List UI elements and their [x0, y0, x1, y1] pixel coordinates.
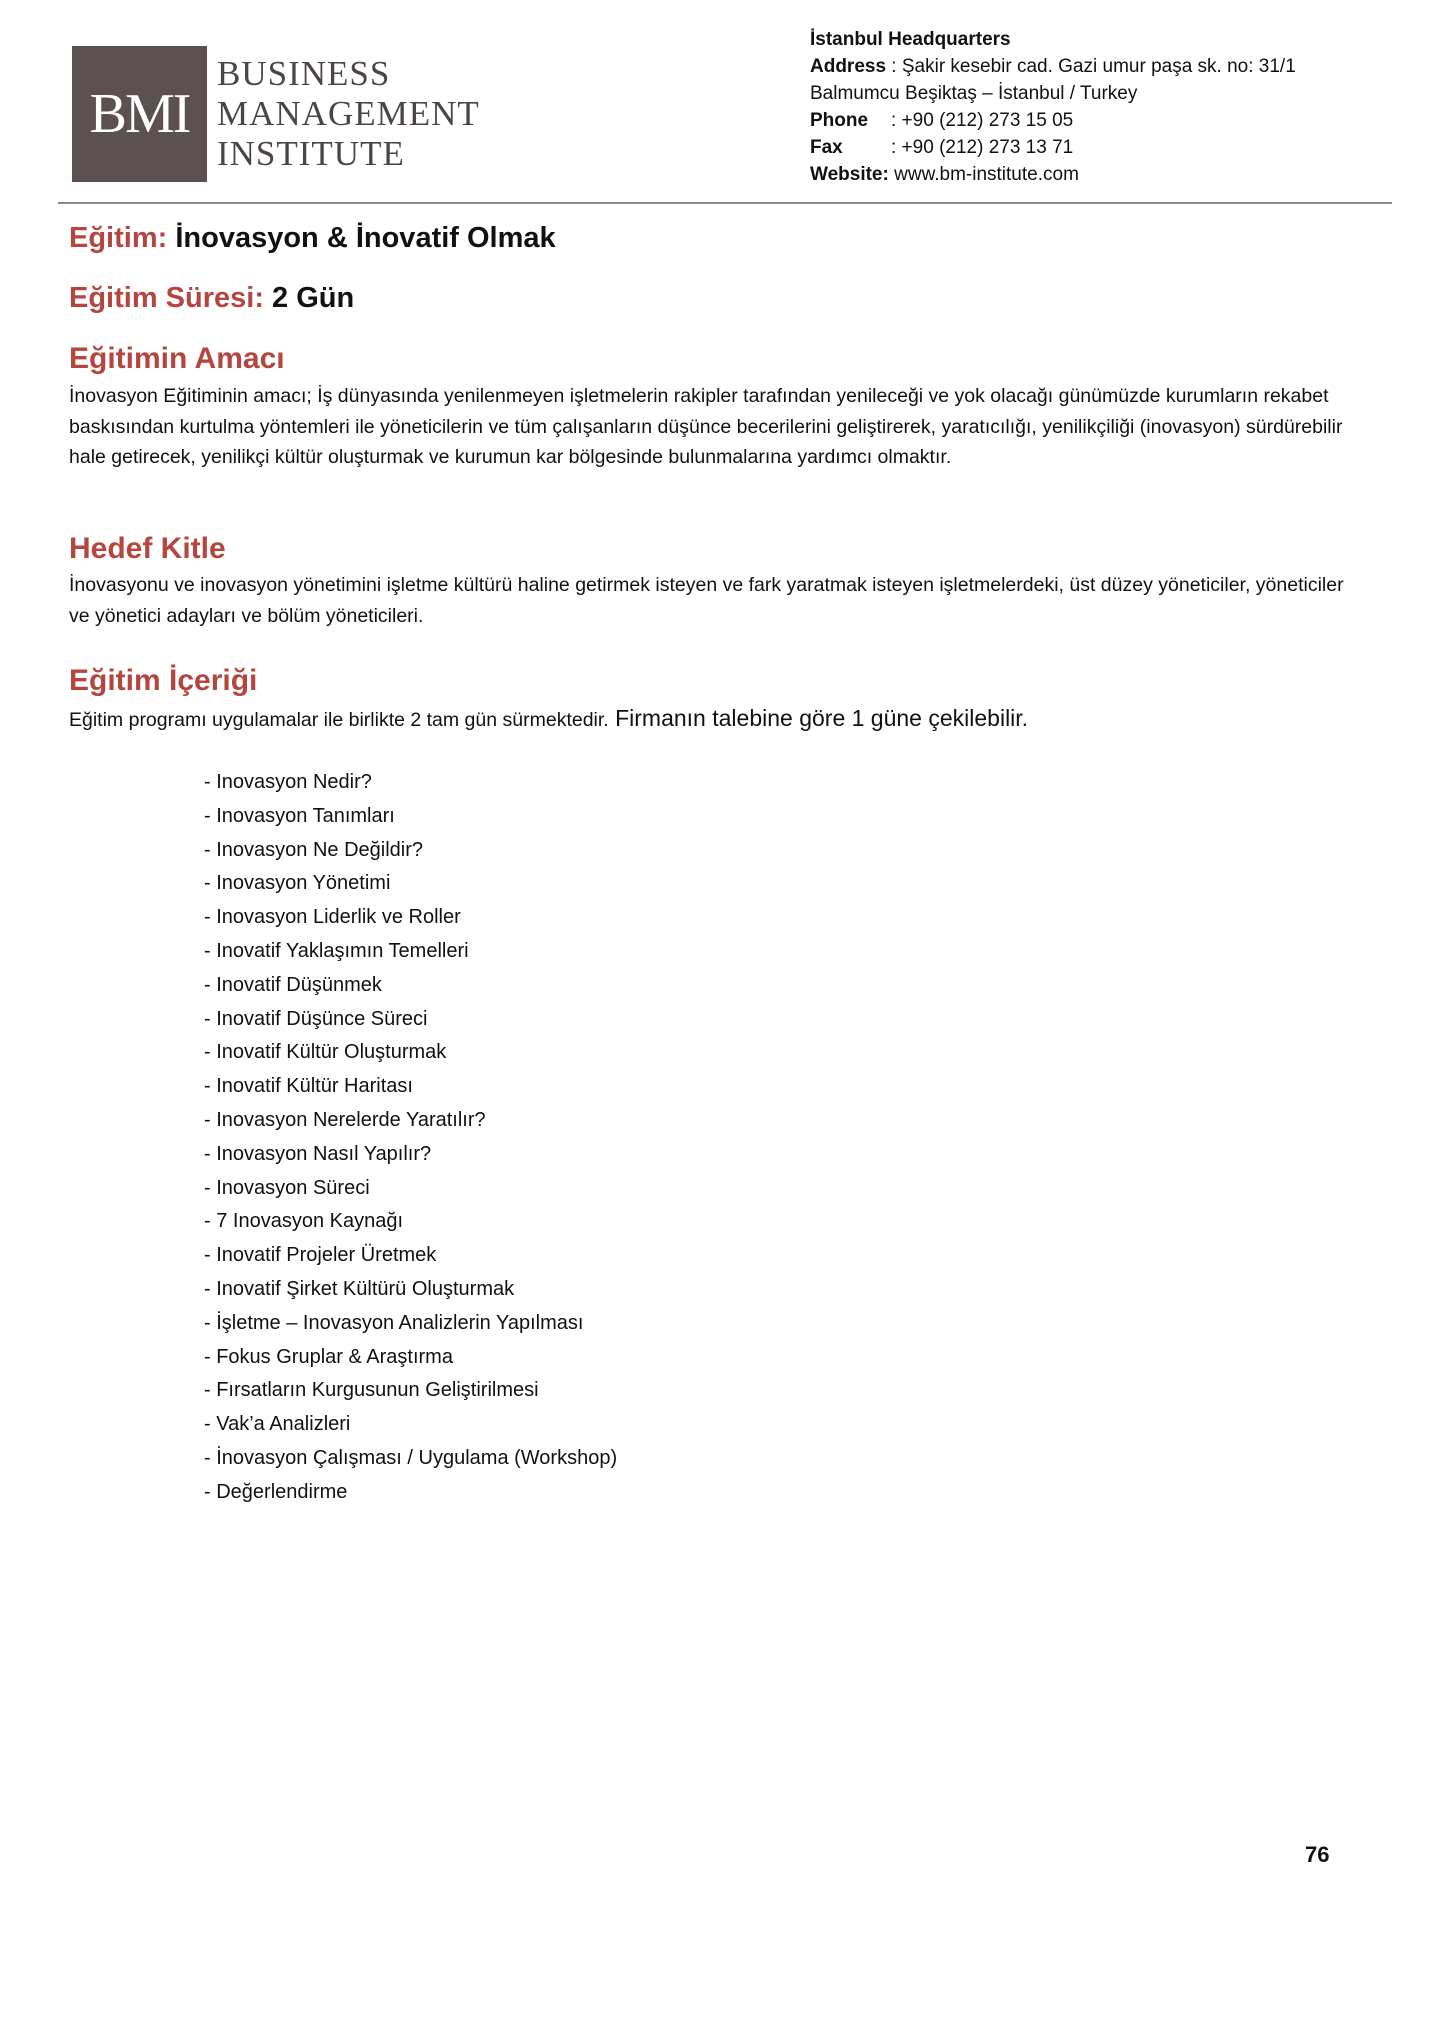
list-item: - Inovasyon Tanımları [204, 804, 395, 827]
list-item: - Inovasyon Liderlik ve Roller [204, 906, 461, 929]
topic-list [204, 766, 617, 1510]
list-item: - Inovatif Düşünce Süreci [204, 1007, 428, 1030]
duration-label: Eğitim Süresi: [69, 282, 264, 314]
duration-value: 2 Gün [264, 282, 355, 314]
list-item: - Değerlendirme [204, 1480, 348, 1503]
contact-block [810, 26, 1296, 188]
fax-value: : +90 (212) 273 13 71 [891, 137, 1074, 158]
contact-title: İstanbul Headquarters [810, 29, 1011, 50]
list-item: - Fırsatların Kurgusunun Geliştirilmesi [204, 1379, 539, 1402]
website-link[interactable]: www.bm-institute.com [888, 164, 1079, 185]
page-number: 76 [1305, 1842, 1330, 1867]
list-item: - Inovasyon Nasıl Yapılır? [204, 1142, 432, 1165]
list-item: - Inovasyon Yönetimi [204, 872, 391, 895]
list-item: - Inovatif Düşünmek [204, 973, 382, 996]
purpose-text: İnovasyon Eğitiminin amacı; İş dünyasında yenilenmeyen işletmelerin rakipler tarafından yenileceği ve yok olacağı günümüzde kurumların rekabet baskısından kurtulma yöntemleri ile yöneticilerin ve tüm çalışanların düşünce becerilerini geliştirerek, yaratıcılığı, yenilikçiliği (inovasyon) sürdürebilir hale getirecek, yenilikçi kültür oluşturmak ve kurumun kar bölgesinde bulunmalarına yardımcı olmaktır. [69, 385, 1343, 468]
address-line-1: : Şakir kesebir cad. Gazi umur paşa sk. no: 31/1 [886, 56, 1296, 77]
list-item: - Inovatif Kültür Haritası [204, 1075, 413, 1098]
training-title [69, 222, 556, 255]
list-item: - Inovasyon Nedir? [204, 771, 372, 793]
address-line-2: Balmumcu Beşiktaş – İstanbul / Turkey [810, 83, 1138, 104]
list-item: - Inovatif Projeler Üretmek [204, 1244, 437, 1267]
website-label: Website: [810, 164, 889, 185]
bmi-logo [72, 46, 480, 182]
address-label: Address [810, 56, 887, 77]
audience-heading: Hedef Kitle [69, 532, 226, 565]
logo-mark [72, 46, 207, 182]
list-item: - 7 Inovasyon Kaynağı [204, 1210, 404, 1233]
logo-line-1: BUSINESS [217, 54, 391, 93]
phone-label: Phone [810, 110, 869, 131]
logo-line-3: INSTITUTE [217, 134, 405, 173]
fax-label: Fax [810, 137, 843, 158]
logo-line-2: MANAGEMENT [217, 94, 480, 133]
list-item: - İşletme – Inovasyon Analizlerin Yapılması [204, 1311, 584, 1334]
list-item: - İnovasyon Çalışması / Uygulama (Workshop) [204, 1446, 618, 1469]
list-item: - Inovasyon Süreci [204, 1176, 370, 1199]
list-item: - Fokus Gruplar & Araştırma [204, 1345, 453, 1368]
header-divider [58, 202, 1392, 204]
training-name: İnovasyon & İnovatif Olmak [167, 222, 556, 254]
list-item: - Inovasyon Ne Değildir? [204, 838, 423, 861]
training-label: Eğitim: [69, 222, 168, 254]
list-item: - Inovatif Şirket Kültürü Oluşturmak [204, 1277, 515, 1300]
list-item: - Inovatif Kültür Oluşturmak [204, 1041, 447, 1064]
content-text [69, 703, 1349, 736]
purpose-heading: Eğitimin Amacı [69, 342, 285, 375]
training-duration [69, 282, 354, 315]
audience-text: İnovasyonu ve inovasyon yönetimini işletme kültürü haline getirmek isteyen ve fark yaratmak isteyen işletmelerdeki, üst düzey yöneticiler, yöneticiler ve yönetici adayları ve bölüm yöneticileri. [69, 574, 1344, 627]
phone-value: : +90 (212) 273 15 05 [891, 110, 1074, 131]
logo-letters: BMI [89, 83, 190, 145]
content-note: Firmanın talebine göre 1 güne çekilebilir. [608, 705, 1029, 731]
list-item: - Inovatif Yaklaşımın Temelleri [204, 939, 469, 962]
content-heading: Eğitim İçeriği [69, 664, 258, 697]
logo-wordmark [217, 54, 480, 174]
list-item: - Vak’a Analizleri [204, 1413, 351, 1436]
content-intro: Eğitim programı uygulamalar ile birlikte 2 tam gün sürmektedir. [69, 709, 609, 731]
list-item: - Inovasyon Nerelerde Yaratılır? [204, 1108, 486, 1131]
